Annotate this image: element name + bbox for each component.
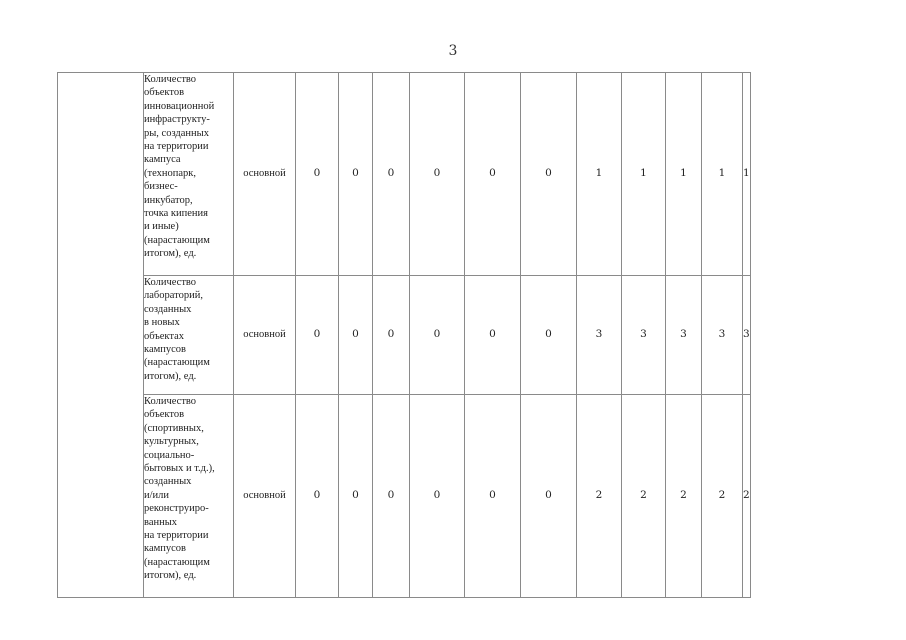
value-cell: 0	[296, 276, 339, 395]
value-cell: 3	[577, 276, 622, 395]
indicator-name: Количество лабораторий, созданных в новых объектах кампусов (нарастающим итогом), ед.	[144, 276, 234, 395]
value-cell: 0	[410, 73, 465, 276]
value-cell: 0	[373, 73, 410, 276]
page-number: 3	[448, 43, 458, 59]
empty-cell	[58, 73, 144, 598]
value-cell: 0	[339, 73, 373, 276]
indicator-name: Количество объектов инновационной инфраструкту- ры, созданных на территории кампуса (технопарк, бизнес- инкубатор, точка кипения и иные) (нарастающим итогом), ед.	[144, 73, 234, 276]
value-cell: 0	[296, 395, 339, 598]
value-cell: 1	[666, 73, 702, 276]
value-cell: 2	[577, 395, 622, 598]
table-row	[58, 395, 751, 598]
value-cell: 1	[702, 73, 743, 276]
value-cell: 0	[521, 73, 577, 276]
value-cell: 0	[521, 395, 577, 598]
value-cell: 1	[743, 73, 751, 276]
indicators-table	[57, 72, 751, 598]
table-row	[58, 73, 751, 276]
indicator-type: основной	[234, 73, 296, 276]
indicator-type: основной	[234, 395, 296, 598]
table-row	[58, 276, 751, 395]
value-cell: 2	[622, 395, 666, 598]
value-cell: 2	[702, 395, 743, 598]
indicator-name: Количество объектов (спортивных, культурных, социально- бытовых и т.д.), созданных и/или реконструиро- ванных на территории кампусов (нарастающим итогом), ед.	[144, 395, 234, 598]
value-cell: 0	[465, 276, 521, 395]
value-cell: 3	[622, 276, 666, 395]
value-cell: 0	[465, 395, 521, 598]
indicator-type: основной	[234, 276, 296, 395]
value-cell: 0	[373, 395, 410, 598]
value-cell: 0	[339, 395, 373, 598]
value-cell: 1	[622, 73, 666, 276]
value-cell: 2	[666, 395, 702, 598]
value-cell: 2	[743, 395, 751, 598]
value-cell: 0	[410, 276, 465, 395]
value-cell: 0	[339, 276, 373, 395]
value-cell: 0	[465, 73, 521, 276]
value-cell: 0	[410, 395, 465, 598]
value-cell: 3	[666, 276, 702, 395]
value-cell: 3	[743, 276, 751, 395]
value-cell: 3	[702, 276, 743, 395]
value-cell: 0	[296, 73, 339, 276]
value-cell: 1	[577, 73, 622, 276]
value-cell: 0	[373, 276, 410, 395]
value-cell: 0	[521, 276, 577, 395]
